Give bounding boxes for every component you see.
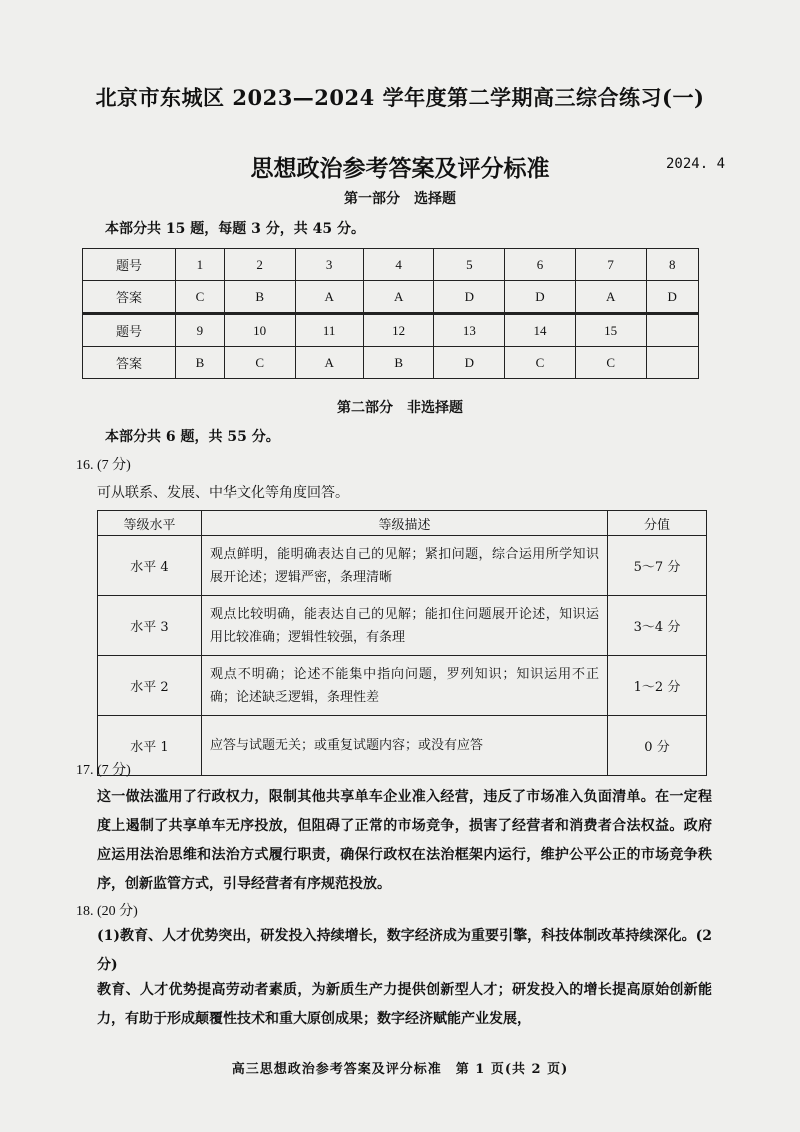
table-cell: 4	[363, 249, 434, 281]
table-row	[83, 249, 699, 281]
description-cell: 应答与试题无关；或重复试题内容；或没有应答	[202, 716, 608, 776]
table-row	[83, 314, 699, 347]
column-header: 分值	[608, 511, 707, 536]
table-cell: 1	[176, 249, 225, 281]
question-17-answer: 这一做法滥用了行政权力，限制其他共享单车企业准入经营，违反了市场准入负面清单。在一定程度上遏制了共享单车无序投放，但阻碍了正常的市场竞争，损害了经营者和消费者合法权益。政府应运用法治思维和法治方式履行职责，确保行政权在法治框架内运行，维护公平公正的市场竞争秩序，创新监管方式，引导经营者有序规范投放。	[97, 789, 712, 892]
table-cell: 3	[295, 249, 363, 281]
table-header-row	[98, 511, 707, 536]
part2-intro: 本部分共 6 题，共 55 分。	[105, 429, 280, 445]
table-cell: D	[505, 281, 576, 314]
question-18-part1-answer: (1)教育、人才优势突出，研发投入持续增长，数字经济成为重要引擎，科技体制改革持续深化。(2 分)	[97, 928, 712, 973]
table-row	[83, 347, 699, 379]
table-cell: 13	[434, 314, 505, 347]
document-subtitle: 思想政治参考答案及评分标准	[250, 155, 550, 182]
table-row	[98, 536, 707, 596]
table-cell: 6	[505, 249, 576, 281]
table-cell	[646, 314, 699, 347]
column-header: 等级描述	[202, 511, 608, 536]
question-17-heading: 17. (7 分)	[76, 763, 131, 778]
table-cell	[646, 347, 699, 379]
table-cell: 12	[363, 314, 434, 347]
row-label: 题号	[83, 249, 176, 281]
table-row	[98, 716, 707, 776]
table-cell: C	[176, 281, 225, 314]
description-cell: 观点不明确；论述不能集中指向问题，罗列知识；知识运用不正确；论述缺乏逻辑，条理性差	[202, 656, 608, 716]
part1-intro: 本部分共 15 题，每题 3 分，共 45 分。	[105, 221, 365, 237]
score-cell: 0 分	[608, 716, 707, 776]
row-label: 答案	[83, 281, 176, 314]
row-label: 答案	[83, 347, 176, 379]
page-footer: 高三思想政治参考答案及评分标准 第 1 页(共 2 页)	[231, 1062, 569, 1077]
part2-title: 第二部分 非选择题	[337, 400, 463, 416]
table-row	[98, 656, 707, 716]
table-cell: B	[176, 347, 225, 379]
column-header: 等级水平	[98, 511, 202, 536]
table-cell: A	[363, 281, 434, 314]
table-cell: A	[295, 281, 363, 314]
table-cell: C	[575, 347, 646, 379]
table-cell: B	[363, 347, 434, 379]
table-row	[83, 281, 699, 314]
document-date: 2024. 4	[666, 156, 726, 172]
scoring-table	[97, 510, 707, 776]
table-row	[98, 596, 707, 656]
table-cell: D	[434, 347, 505, 379]
table-cell: D	[646, 281, 699, 314]
description-cell: 观点比较明确，能表达自己的见解；能扣住问题展开论述，知识运用比较准确；逻辑性较强，有条理	[202, 596, 608, 656]
table-cell: 8	[646, 249, 699, 281]
table-cell: 2	[224, 249, 295, 281]
part1-title: 第一部分 选择题	[344, 191, 456, 207]
level-cell: 水平 2	[98, 656, 202, 716]
table-cell: C	[505, 347, 576, 379]
table-cell: 7	[575, 249, 646, 281]
table-cell: 5	[434, 249, 505, 281]
table-cell: 14	[505, 314, 576, 347]
table-cell: C	[224, 347, 295, 379]
table-cell: 15	[575, 314, 646, 347]
level-cell: 水平 1	[98, 716, 202, 776]
table-cell: B	[224, 281, 295, 314]
table-cell: A	[295, 347, 363, 379]
score-cell: 5～7 分	[608, 536, 707, 596]
table-cell: 9	[176, 314, 225, 347]
description-cell: 观点鲜明，能明确表达自己的见解；紧扣问题，综合运用所学知识展开论述；逻辑严密，条理清晰	[202, 536, 608, 596]
level-cell: 水平 4	[98, 536, 202, 596]
answer-table	[82, 248, 699, 379]
question-18-explanation: 教育、人才优势提高劳动者素质，为新质生产力提供创新型人才；研发投入的增长提高原始创新能力，有助于形成颠覆性技术和重大原创成果；数字经济赋能产业发展，	[97, 982, 712, 1027]
table-cell: A	[575, 281, 646, 314]
document-title: 北京市东城区 2023—2024 学年度第二学期高三综合练习(一)	[95, 85, 705, 110]
table-cell: 10	[224, 314, 295, 347]
question-16-heading: 16. (7 分)	[76, 458, 131, 473]
table-cell: 11	[295, 314, 363, 347]
score-cell: 1～2 分	[608, 656, 707, 716]
score-cell: 3～4 分	[608, 596, 707, 656]
question-16-intro: 可从联系、发展、中华文化等角度回答。	[97, 485, 349, 501]
row-label: 题号	[83, 314, 176, 347]
level-cell: 水平 3	[98, 596, 202, 656]
table-cell: D	[434, 281, 505, 314]
question-18-heading: 18. (20 分)	[76, 904, 138, 919]
